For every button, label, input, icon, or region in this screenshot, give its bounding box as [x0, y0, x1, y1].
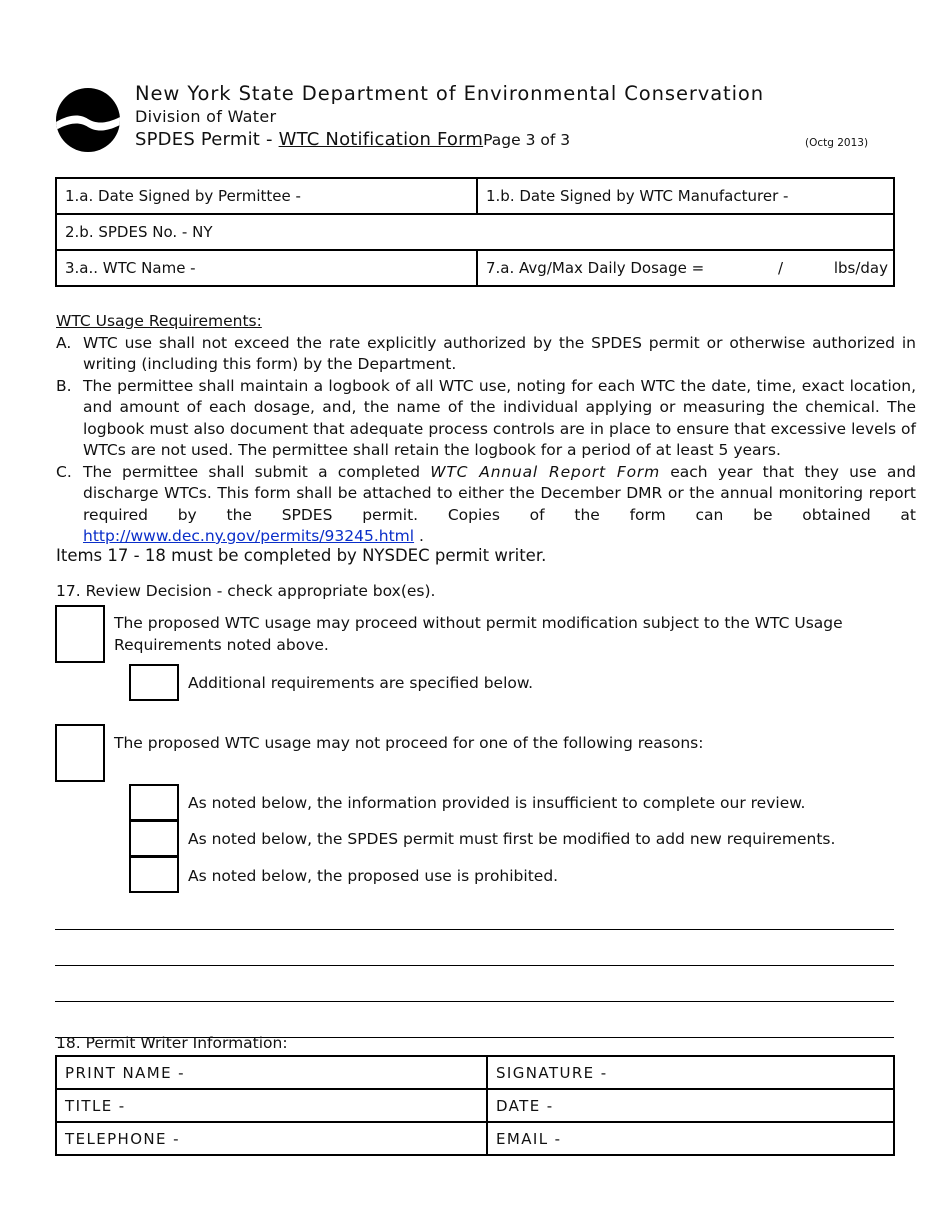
requirement-a: [56, 333, 916, 376]
date-signed-manufacturer-field[interactable]: 1.b. Date Signed by WTC Manufacturer -: [477, 178, 894, 214]
insufficient-info-checkbox[interactable]: [129, 784, 179, 821]
email-field[interactable]: EMAIL -: [487, 1122, 894, 1155]
wtc-name-field[interactable]: 3.a.. WTC Name -: [56, 250, 477, 286]
annual-report-form-name: WTC Annual Report Form: [430, 462, 660, 481]
division-name: Division of Water: [135, 107, 277, 126]
spdes-number-field[interactable]: 2.b. SPDES No. - NY: [56, 214, 894, 250]
form-title-prefix: SPDES Permit -: [135, 129, 279, 150]
form-title-name: WTC Notification Form: [278, 129, 484, 150]
requirements-title: WTC Usage Requirements:: [56, 312, 262, 330]
daily-dosage-label: 7.a. Avg/Max Daily Dosage =: [486, 259, 705, 277]
requirement-b-text: The permittee shall maintain a logbook of all WTC use, noting for each WTC the date, time, exact location, and amount of each dosage, and, the name of the individual applying or measuring the chemical. The logbook must also document that adequate process controls are in place to ensure that excessive levels of WTCs are not used. The permittee shall retain the logbook for a period of at least 5 years.: [83, 376, 916, 459]
not-proceed-label: The proposed WTC usage may not proceed for one of the following reasons:: [114, 734, 704, 752]
form-title: [135, 129, 570, 150]
requirement-b: [56, 376, 916, 462]
requirement-a-text: WTC use shall not exceed the rate explicitly authorized by the SPDES permit or otherwise authorized in writing (including this form) by the Department.: [83, 333, 916, 373]
requirement-c-text-part1: The permittee shall submit a completed: [83, 462, 431, 481]
form-revision: (Octg 2013): [805, 137, 869, 149]
additional-requirements-checkbox[interactable]: [129, 664, 179, 701]
proceed-label-line2: Requirements noted above.: [114, 636, 329, 654]
additional-requirements-label: Additional requirements are specified below.: [188, 674, 534, 692]
requirement-c-text: [83, 462, 916, 548]
print-name-field[interactable]: PRINT NAME -: [56, 1056, 487, 1089]
review-decision-heading: 17. Review Decision - check appropriate box(es).: [56, 582, 436, 600]
permittee-info-table: [55, 177, 895, 287]
signature-field[interactable]: SIGNATURE -: [487, 1056, 894, 1089]
items-note: Items 17 - 18 must be completed by NYSDEC permit writer.: [56, 546, 547, 565]
usage-requirements: [56, 311, 916, 548]
dec-logo-icon: [56, 88, 120, 152]
date-field[interactable]: DATE -: [487, 1089, 894, 1122]
requirement-a-key: A.: [56, 333, 72, 352]
requirement-c-text-part3: .: [414, 527, 424, 545]
permit-modification-checkbox[interactable]: [129, 820, 179, 857]
insufficient-info-label: As noted below, the information provided is insufficient to complete our review.: [188, 794, 806, 812]
title-field[interactable]: TITLE -: [56, 1089, 487, 1122]
notes-line[interactable]: [55, 929, 894, 930]
proceed-label-line1: The proposed WTC usage may proceed without permit modification subject to the WTC Usage: [114, 614, 843, 632]
notes-line[interactable]: [55, 1001, 894, 1002]
proceed-checkbox[interactable]: [55, 605, 105, 663]
date-signed-permittee-field[interactable]: 1.a. Date Signed by Permittee -: [56, 178, 477, 214]
requirement-b-key: B.: [56, 376, 72, 395]
page-number: Page 3 of 3: [483, 131, 571, 149]
agency-name: New York State Department of Environmental Conservation: [135, 82, 764, 105]
dec-permits-link[interactable]: http://www.dec.ny.gov/permits/93245.html: [83, 527, 415, 545]
prohibited-checkbox[interactable]: [129, 856, 179, 893]
permit-writer-heading: 18. Permit Writer Information:: [56, 1034, 288, 1052]
not-proceed-checkbox[interactable]: [55, 724, 105, 782]
prohibited-label: As noted below, the proposed use is prohibited.: [188, 867, 559, 885]
requirement-c-key: C.: [56, 462, 72, 481]
daily-dosage-unit: lbs/day: [833, 259, 888, 277]
requirement-c: [56, 462, 916, 548]
telephone-field[interactable]: TELEPHONE -: [56, 1122, 487, 1155]
daily-dosage-separator: /: [778, 259, 784, 277]
permit-modification-label: As noted below, the SPDES permit must first be modified to add new requirements.: [188, 830, 836, 848]
requirement-c-text-part2: each year that they use and discharge WTCs. This form shall be attached to either the December DMR or the annual monitoring report required by the SPDES permit. Copies of the form can be obtained at: [83, 462, 916, 524]
daily-dosage-field[interactable]: [477, 250, 894, 286]
permit-writer-table: [55, 1055, 895, 1156]
notes-line[interactable]: [55, 965, 894, 966]
